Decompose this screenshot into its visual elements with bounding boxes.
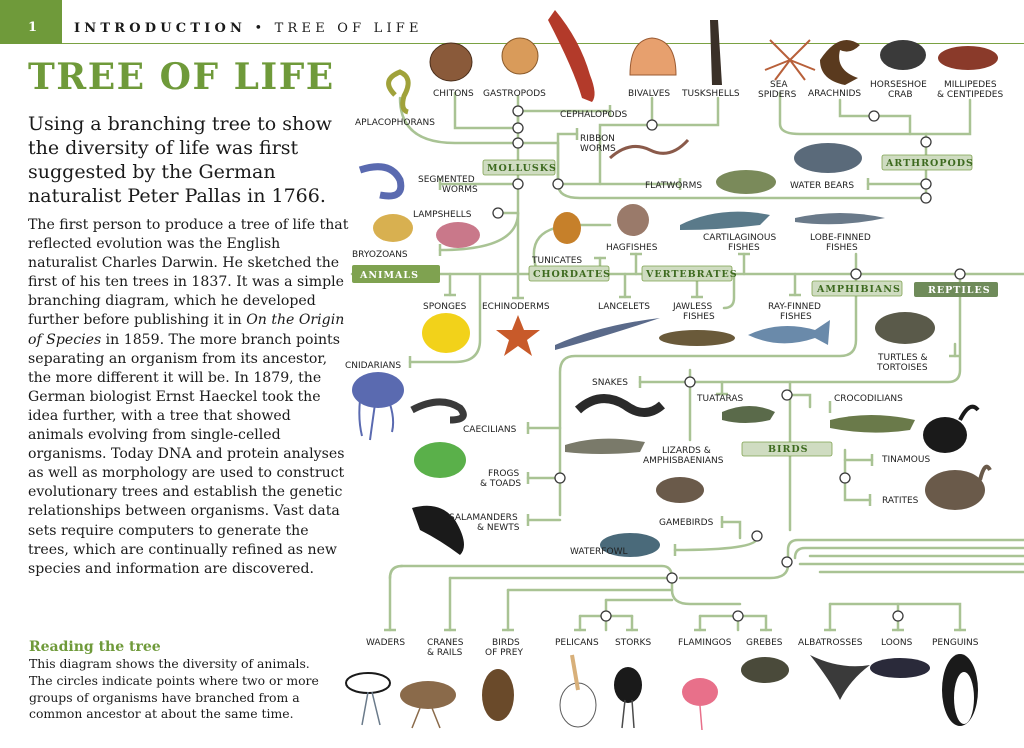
label-bivalves: BIVALVES — [628, 89, 671, 99]
crocodile-icon — [830, 415, 915, 433]
label-jawless-2: FISHES — [683, 312, 715, 322]
label-grebes: GREBES — [746, 638, 783, 648]
label-millipedes-1: MILLIPEDES — [944, 80, 997, 90]
aplacophoran-icon — [389, 72, 409, 112]
label-flatworms: FLATWORMS — [645, 181, 703, 191]
label-penguins: PENGUINS — [932, 638, 979, 648]
tuatara-icon — [722, 406, 775, 423]
label-tuskshells: TUSKSHELLS — [682, 89, 740, 99]
group-label-birds: BIRDS — [768, 444, 809, 455]
tinamou-bird-icon — [656, 477, 704, 503]
label-arachnids: ARACHNIDS — [808, 89, 862, 99]
label-aplacophorans: APLACOPHORANS — [355, 118, 435, 128]
horseshoe-crab-icon — [880, 40, 926, 70]
lobe-finned-fish-icon — [795, 213, 885, 224]
label-chitons: CHITONS — [433, 89, 474, 99]
label-waders: WADERS — [366, 638, 406, 648]
label-sponges: SPONGES — [423, 302, 467, 312]
label-gastropods: GASTROPODS — [483, 89, 546, 99]
label-segmented-worms-1: SEGMENTED — [418, 175, 475, 185]
label-snakes: SNAKES — [592, 378, 628, 388]
section-title: INTRODUCTION — [74, 21, 247, 36]
label-turtles-1: TURTLES & — [878, 353, 928, 363]
label-flamingos: FLAMINGOS — [678, 638, 732, 648]
label-tinamous: TINAMOUS — [882, 455, 931, 465]
label-millipedes-2: & CENTIPEDES — [937, 90, 1004, 100]
lancelet-icon — [555, 318, 660, 350]
label-ribbon-worms-2: WORMS — [580, 144, 616, 154]
group-label-amphibians: AMPHIBIANS — [817, 284, 901, 295]
label-lizards-1: LIZARDS & — [662, 446, 711, 456]
label-ray-finned-1: RAY-FINNED — [768, 302, 821, 312]
label-crocodilians: CROCODILIANS — [834, 394, 903, 404]
label-waterfowl: WATERFOWL — [570, 547, 628, 557]
subsection-title: TREE OF LIFE — [274, 21, 423, 36]
penguin-icon — [942, 654, 978, 726]
turtle-icon — [875, 312, 935, 344]
reading-body: This diagram shows the diversity of animals. The circles indicate points where two or more groups of organisms have branched from a common ancestor at about the same time. — [29, 656, 319, 722]
label-echinoderms: ECHINODERMS — [482, 302, 550, 312]
shark-icon — [680, 212, 770, 230]
label-ray-finned-2: FISHES — [780, 312, 812, 322]
label-cnidarians: CNIDARIANS — [345, 361, 402, 371]
label-lancelets: LANCELETS — [598, 302, 650, 312]
label-ribbon-worms-1: RIBBON — [580, 134, 615, 144]
avocet-icon — [346, 673, 390, 725]
label-tuataras: TUATARAS — [697, 394, 744, 404]
caecilian-icon — [412, 402, 463, 420]
tunicate-icon — [553, 212, 581, 244]
lizard-icon — [565, 439, 645, 454]
ray-finned-fish-icon — [748, 320, 830, 345]
label-lampshells: LAMPSHELLS — [413, 210, 472, 220]
starfish-icon — [496, 315, 540, 356]
label-horseshoe-1: HORSESHOE — [870, 80, 927, 90]
jellyfish-icon — [352, 372, 404, 440]
pelican-icon — [560, 655, 596, 727]
sponge-icon — [422, 313, 470, 353]
label-ratites: RATITES — [882, 496, 919, 506]
label-turtles-2: TORTOISES — [877, 363, 928, 373]
water-bear-icon — [794, 143, 862, 173]
label-water-bears: WATER BEARS — [790, 181, 855, 191]
label-albatrosses: ALBATROSSES — [798, 638, 863, 648]
bird-of-prey-icon — [482, 669, 514, 721]
flamingo-icon — [682, 678, 718, 730]
group-arthropods — [882, 155, 974, 170]
body-part-1: The first person to produce a tree of life that reflected evolution was the English naturalist Charles Darwin. He sketched the first of his ten trees in 1837. It was a simple branching diagram, which he developed further before publishing it in — [28, 217, 349, 329]
label-sea-spiders-2: SPIDERS — [758, 90, 797, 100]
flatworm-icon — [716, 170, 776, 194]
label-sea-spiders-1: SEA — [770, 80, 788, 90]
label-salamanders-2: & NEWTS — [477, 523, 520, 533]
group-reptiles — [914, 282, 998, 297]
page-number: 1 — [0, 0, 62, 44]
gastropod-icon — [502, 38, 538, 74]
snake-icon — [578, 399, 662, 413]
label-horseshoe-2: CRAB — [888, 90, 913, 100]
frog-icon — [414, 442, 466, 478]
bryozoan-icon — [373, 214, 413, 242]
segmented-worm-icon — [360, 167, 401, 196]
label-segmented-worms-2: WORMS — [442, 185, 478, 195]
lead-paragraph: Using a branching tree to show the diversity of life was first suggested by the German naturalist Peter Pallas in 1766. — [28, 113, 332, 207]
label-hagfishes: HAGFISHES — [606, 243, 658, 253]
label-cranes-1: CRANES — [427, 638, 464, 648]
sea-spider-icon — [765, 40, 815, 80]
label-storks: STORKS — [615, 638, 652, 648]
albatross-icon — [810, 655, 870, 700]
group-amphibians — [812, 281, 902, 296]
scorpion-icon — [820, 40, 860, 85]
label-bryozoans: BRYOZOANS — [352, 250, 408, 260]
label-caecilians: CAECILIANS — [463, 425, 517, 435]
group-birds — [742, 442, 832, 456]
label-cranes-2: & RAILS — [427, 648, 463, 658]
group-label-vertebrates: VERTEBRATES — [646, 269, 738, 280]
label-loons: LOONS — [881, 638, 913, 648]
emu-icon — [925, 467, 990, 510]
rail-icon — [400, 681, 456, 728]
squid-icon — [548, 10, 595, 102]
group-label-arthropods: ARTHROPODS — [886, 158, 974, 169]
label-jawless-1: JAWLESS — [673, 302, 713, 312]
group-label-animals: ANIMALS — [360, 270, 419, 281]
grebe-icon — [741, 657, 789, 683]
label-birds-of-prey-1: BIRDS — [492, 638, 520, 648]
ribbon-worm-icon — [610, 140, 688, 158]
label-cartilaginous-2: FISHES — [728, 243, 760, 253]
group-vertebrates — [642, 266, 738, 281]
group-label-mollusks: MOLLUSKS — [487, 163, 557, 174]
millipede-icon — [938, 46, 998, 70]
label-birds-of-prey-2: OF PREY — [485, 648, 523, 658]
label-gamebirds: GAMEBIRDS — [659, 518, 714, 528]
group-chordates — [529, 266, 611, 281]
cassowary-icon — [923, 407, 978, 453]
reading-title: Reading the tree — [29, 639, 161, 655]
label-frogs-1: FROGS — [488, 469, 520, 479]
header-separator: • — [254, 21, 267, 36]
label-cephalopods: CEPHALOPODS — [560, 110, 628, 120]
group-label-reptiles: REPTILES — [928, 285, 991, 296]
label-lobe-finned-2: FISHES — [826, 243, 858, 253]
hagfish-icon — [617, 204, 649, 236]
group-mollusks — [483, 160, 557, 175]
page-title: TREE OF LIFE — [28, 56, 335, 98]
book-title: On the Origin of Species — [28, 312, 345, 348]
label-cartilaginous-1: CARTILAGINOUS — [703, 233, 777, 243]
label-pelicans: PELICANS — [555, 638, 599, 648]
chiton-icon — [430, 43, 472, 81]
label-salamanders-1: SALAMANDERS — [449, 513, 518, 523]
label-frogs-2: & TOADS — [480, 479, 522, 489]
loon-icon — [870, 658, 930, 678]
group-animals — [352, 265, 440, 283]
tuskshell-icon — [710, 20, 722, 85]
label-lobe-finned-1: LOBE-FINNED — [810, 233, 871, 243]
group-label-chordates: CHORDATES — [533, 269, 611, 280]
label-lizards-2: AMPHISBAENIANS — [643, 456, 724, 466]
bivalve-icon — [630, 38, 676, 75]
label-tunicates: TUNICATES — [532, 256, 583, 266]
lampshell-icon — [436, 222, 480, 248]
stork-icon — [614, 667, 642, 728]
body-part-2: in 1859. The more branch points separating an organism from its ancestor, the more different it will be. In 1879, the German biologist Ernst Haeckel took the idea further, with a tree that showed animals evolving from single-celled organisms. Today DNA and protein analyses as well as morphology are used to construct evolutionary trees and establish the genetic relationships between organisms. Vast data sets require computers to generate the trees, which are continually refined as new species and information are discovered. — [28, 331, 345, 577]
lamprey-icon — [659, 330, 735, 346]
